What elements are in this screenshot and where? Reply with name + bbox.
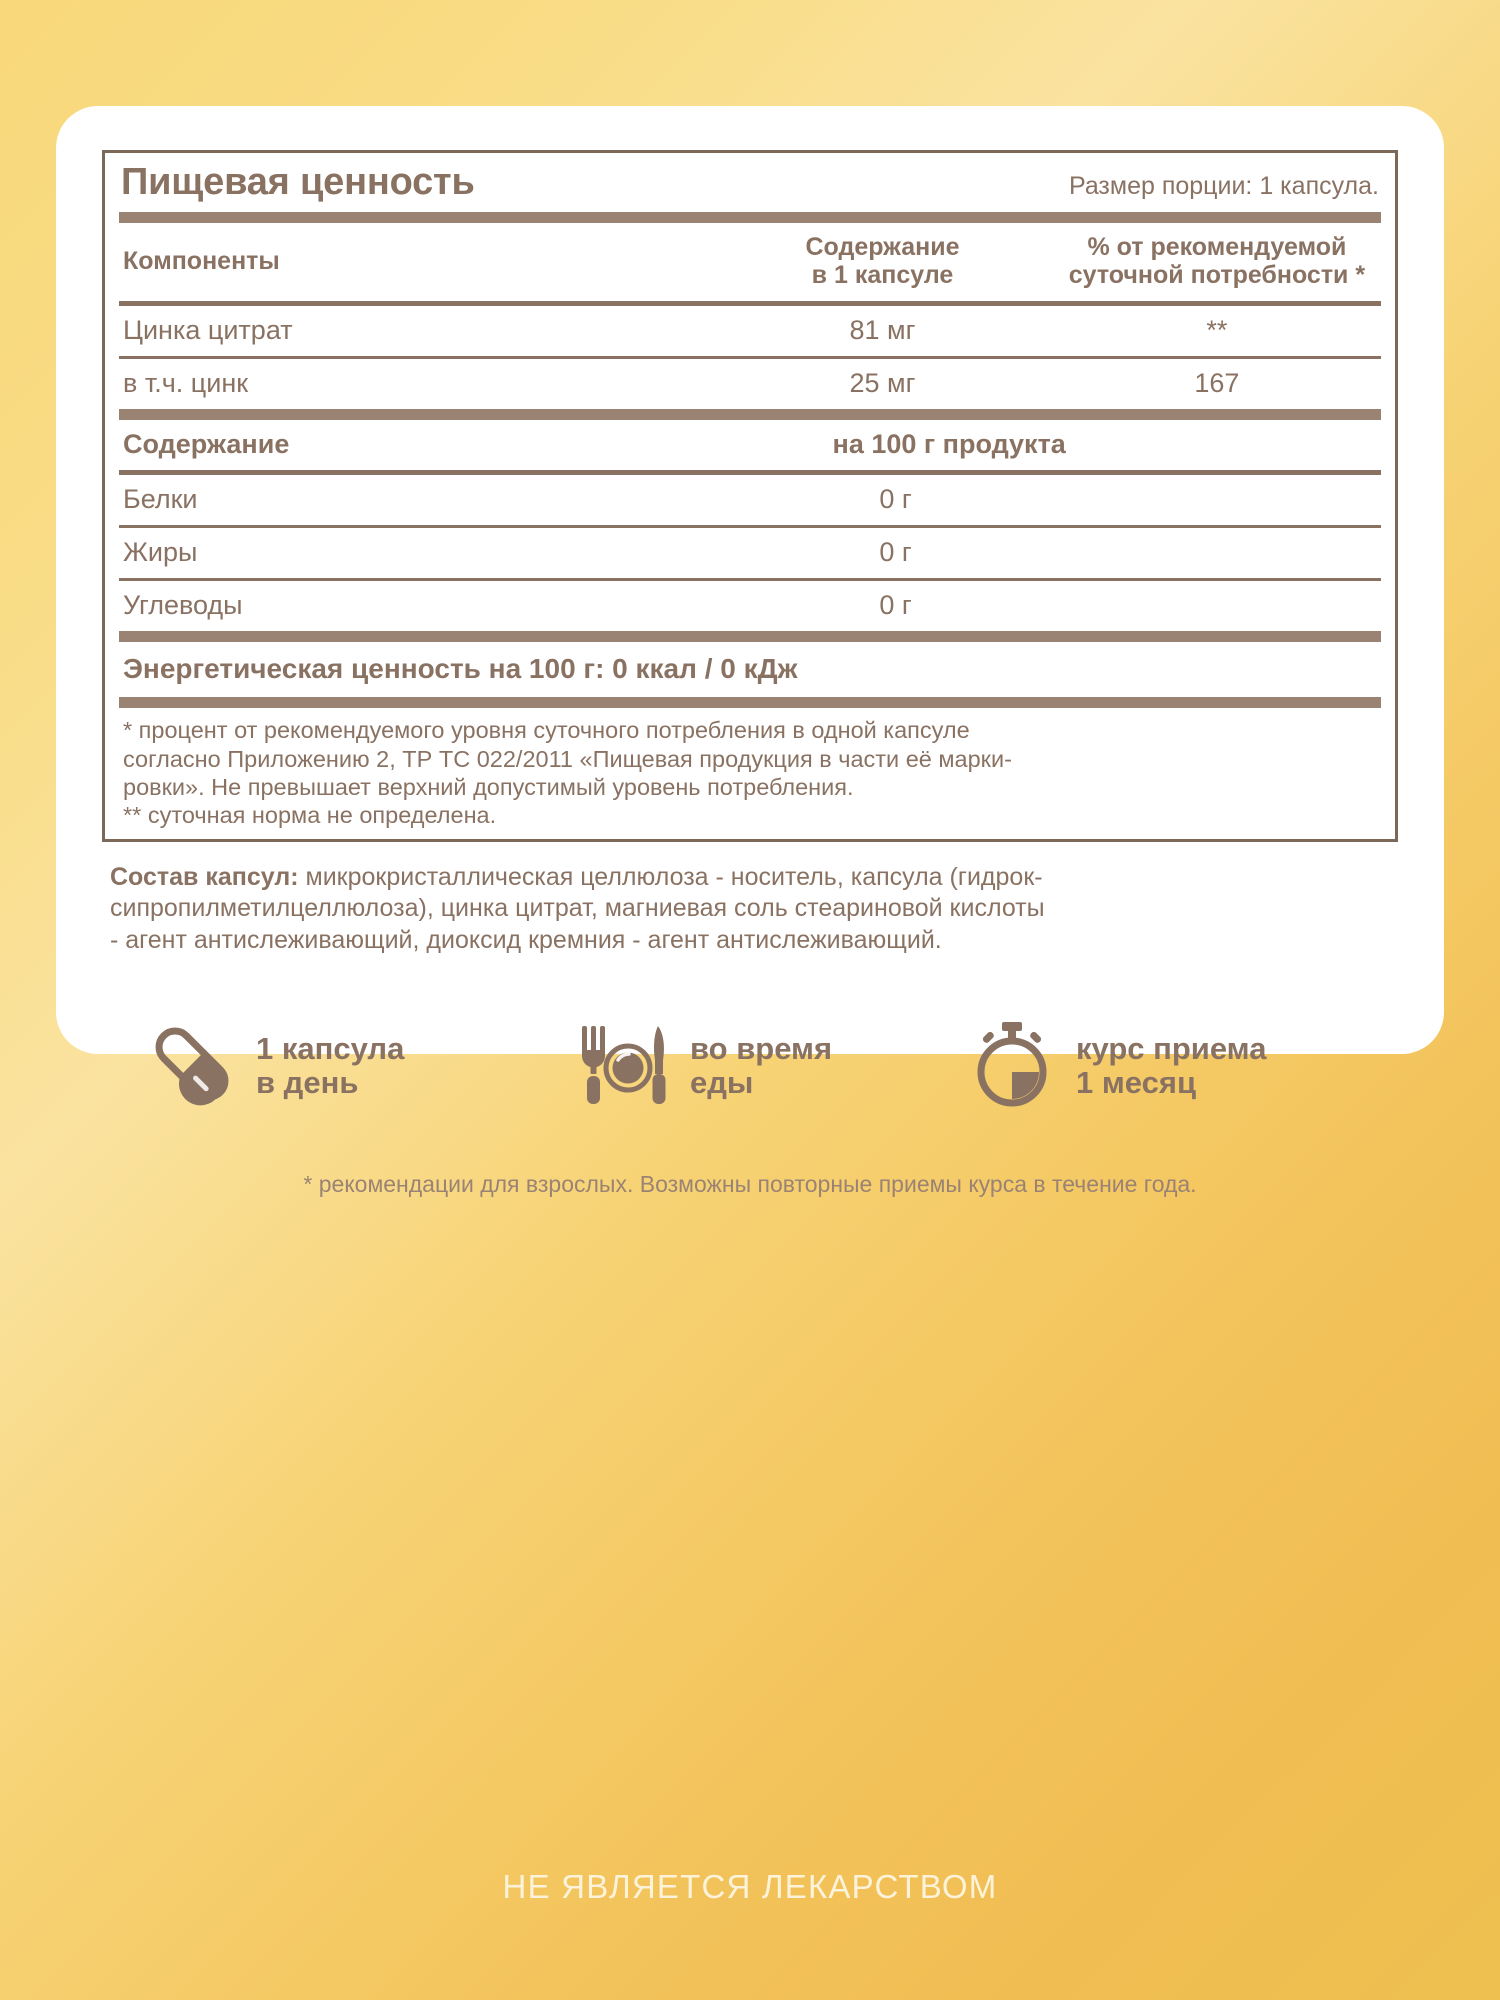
row-amount: 81 мг bbox=[849, 315, 916, 345]
meal-icon bbox=[576, 1018, 672, 1115]
row-name: Цинка цитрат bbox=[123, 315, 293, 345]
row-name: Жиры bbox=[123, 537, 198, 568]
column-header-percent-line2: суточной потребности * bbox=[1068, 261, 1366, 289]
footnote-line: ровки». Не превышает верхний допустимый уровень потребления. bbox=[123, 773, 854, 800]
column-header-percent-line1: % от рекомендуемой bbox=[1087, 233, 1347, 261]
table-row bbox=[119, 475, 1381, 525]
table-row bbox=[119, 306, 1381, 356]
composition-line-1 bbox=[110, 862, 1394, 893]
usage-label-dosage-line2: в день bbox=[256, 1065, 359, 1101]
nutrition-facts-box bbox=[102, 150, 1398, 842]
usage-label-dosage-line1: 1 капсула bbox=[256, 1030, 405, 1066]
footnote-line: ** суточная норма не определена. bbox=[123, 802, 497, 829]
usage-label-dosage bbox=[256, 1032, 404, 1101]
nutrition-card bbox=[56, 106, 1444, 1197]
energy-value-row: Энергетическая ценность на 100 г: 0 ккал / 0 кДж bbox=[123, 653, 798, 685]
per100-header-value: на 100 г продукта bbox=[832, 429, 1066, 460]
column-header-percent-rda bbox=[1053, 223, 1381, 301]
footnotes-block bbox=[119, 708, 1381, 839]
usage-label-course-line1: курс приема bbox=[1076, 1030, 1267, 1066]
composition-block bbox=[102, 842, 1398, 956]
footnote-line: * процент от рекомендуемого уровня суточного потребления в одной капсуле bbox=[123, 717, 970, 744]
row-amount: 25 мг bbox=[849, 368, 916, 399]
footnote-line: согласно Приложению 2, ТР ТС 022/2011 «Пищевая продукция в части её марки- bbox=[123, 745, 1012, 772]
row-name: Углеводы bbox=[123, 590, 243, 621]
column-header-per-capsule bbox=[712, 223, 1053, 301]
usage-item-dosage bbox=[146, 1018, 576, 1115]
usage-label-timing-line1: во время bbox=[690, 1030, 833, 1066]
stopwatch-icon bbox=[966, 1018, 1058, 1115]
divider-thick-energy-bottom bbox=[119, 697, 1381, 708]
serving-size-label: Размер порции: 1 капсула. bbox=[1068, 172, 1379, 200]
capsule-icon bbox=[146, 1018, 238, 1115]
divider-thick-top bbox=[119, 212, 1381, 223]
row-percent: ** bbox=[1206, 315, 1228, 345]
usage-item-timing bbox=[576, 1018, 966, 1115]
row-name: в т.ч. цинк bbox=[123, 368, 249, 399]
row-value: 0 г bbox=[879, 484, 912, 515]
divider-thick-energy-top bbox=[119, 631, 1381, 642]
not-a-medicine-disclaimer: НЕ ЯВЛЯЕТСЯ ЛЕКАРСТВОМ bbox=[502, 1868, 998, 1905]
divider-thick-section bbox=[119, 409, 1381, 420]
table-header-row bbox=[119, 223, 1381, 301]
composition-line-1-rest: микрокристаллическая целлюлоза - носитель, капсула (гидрок- bbox=[298, 863, 1043, 892]
nutrition-title-row bbox=[119, 153, 1381, 208]
column-header-per-capsule-line2: в 1 капсуле bbox=[811, 261, 954, 289]
usage-label-timing-line2: еды bbox=[690, 1065, 754, 1101]
usage-instructions-row bbox=[102, 956, 1398, 1115]
column-header-per-capsule-line1: Содержание bbox=[805, 233, 960, 261]
composition-label: Состав капсул: bbox=[110, 863, 299, 892]
table-row bbox=[119, 528, 1381, 578]
per100-header-label: Содержание bbox=[123, 429, 290, 460]
composition-line-2: сипропилметилцеллюлоза), цинка цитрат, магниевая соль стеариновой кислоты bbox=[110, 894, 1045, 923]
card-footnote: * рекомендации для взрослых. Возможны повторные приемы курса в течение года. bbox=[303, 1170, 1197, 1197]
row-percent: 167 bbox=[1194, 368, 1240, 399]
table-row bbox=[119, 581, 1381, 631]
row-value: 0 г bbox=[879, 590, 912, 621]
usage-label-course-line2: 1 месяц bbox=[1076, 1065, 1197, 1101]
table-row bbox=[119, 359, 1381, 409]
per100-header-row bbox=[119, 420, 1381, 470]
composition-line-3: - агент антислеживающий, диоксид кремния - агент антислеживающий. bbox=[110, 925, 942, 954]
row-value: 0 г bbox=[879, 537, 912, 568]
page-title: Пищевая ценность bbox=[121, 161, 475, 203]
column-header-components: Компоненты bbox=[123, 247, 280, 275]
usage-label-course bbox=[1076, 1032, 1266, 1101]
row-name: Белки bbox=[123, 484, 198, 515]
usage-label-timing bbox=[690, 1032, 832, 1101]
usage-item-course bbox=[966, 1018, 1366, 1115]
